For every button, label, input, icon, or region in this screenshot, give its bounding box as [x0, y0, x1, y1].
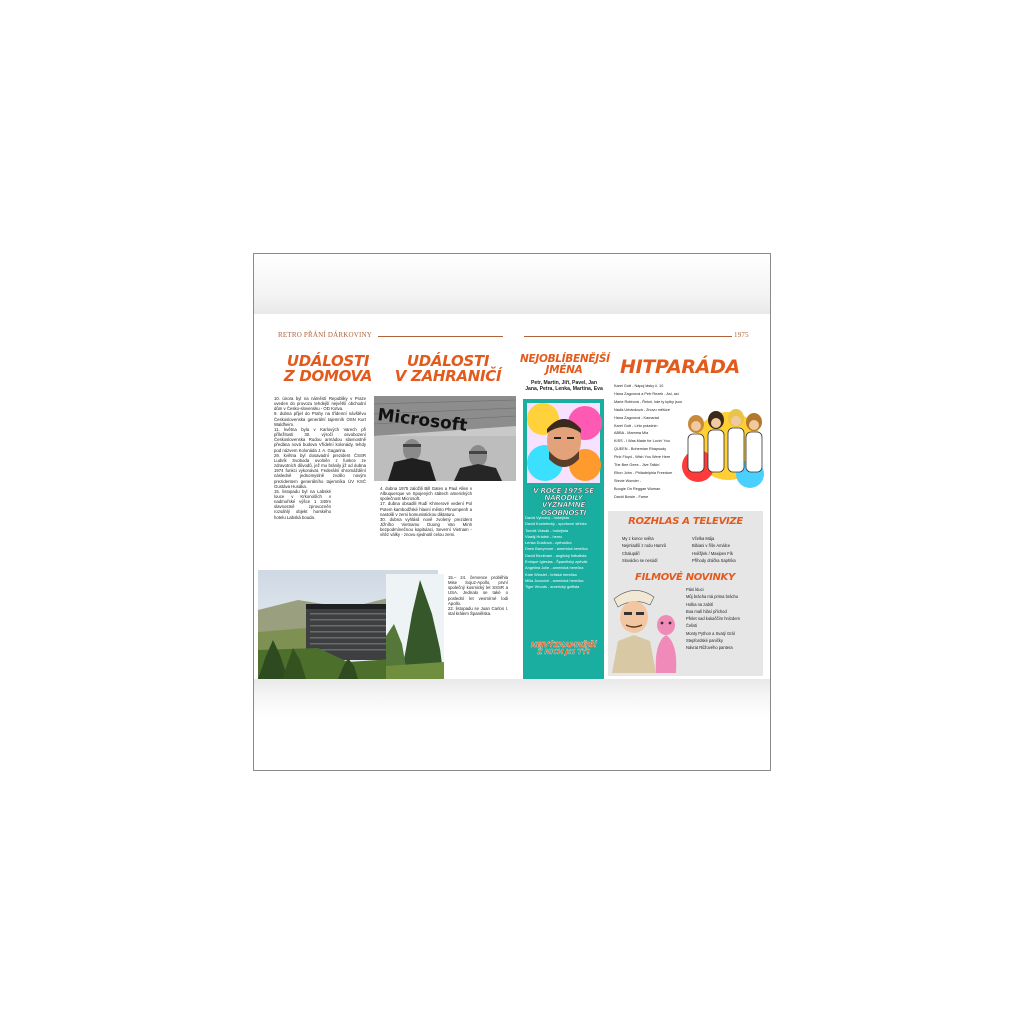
domov-p1: 10. února byl na náměstí Republiky v Praze uveden do provozu tehdejší největší obchodní dům v Česko-slovensku - OD Kotva. — [274, 396, 366, 412]
list-item: David Beckham - anglický fotbalista — [525, 552, 587, 558]
zahranici-p3: 30. dubna vyhlásil nově zvolený prezident Jižního Vietnamu Duong Van Minh bezpodmínečnou kapitulaci, Severní Vietnam - vítěz války - znovu sjednotil celou zemi. — [380, 516, 472, 538]
product-image-frame — [253, 253, 771, 771]
list-item: My z konce světa — [622, 536, 654, 541]
list-item: Páni kluci — [686, 587, 704, 592]
rozhlas-right-list — [692, 535, 736, 564]
zahranici-text-narrow — [448, 575, 508, 616]
filmy-heading: FILMOVÉ NOVINKY — [635, 572, 735, 583]
shadow-bottom — [254, 679, 770, 719]
list-item: Pink Floyd - Wish You Were Here — [614, 455, 671, 460]
list-item: Vlastij Hrádek - herec — [525, 533, 563, 539]
list-item: Stepfordské paničky — [686, 637, 723, 643]
zahranici-heading-line1: UDÁLOSTI — [406, 352, 490, 370]
list-item: Čelisti — [686, 623, 698, 629]
list-item: The Bee Gees - Jive Talkin' — [614, 463, 661, 468]
abba-cartoon — [678, 396, 766, 504]
list-item: David Bowie - Fame — [614, 494, 649, 499]
osobnosti-footer — [523, 641, 604, 655]
shadow-top — [254, 254, 770, 314]
header-left: RETRO PŘÁNÍ DÁRKOVINY — [278, 331, 373, 339]
list-item: KISS - I Was Made for Lovin' You — [614, 439, 670, 444]
domov-p2: 9. dubna přijel do Prahy na třídenní návštěvu Československa generální tajemník OSN Kurt Waldheim. — [274, 411, 366, 427]
hitparada-heading: HITPARÁDA — [620, 356, 740, 378]
list-item: Návrat Růžového pantera — [686, 645, 733, 650]
list-item: David Vyborný - hokejista — [525, 515, 569, 520]
domov-p3: 11. května byla v Karlových Varech při příležitosti 30. výročí osvobození Československa Rudou armádou slavnostně předána nová budova Vřídelní kolonády, tehdy pod názvem Kolonáda J. A. Gagarina. — [274, 426, 366, 453]
zahranici-heading-line2: V ZAHRANIČÍ — [394, 367, 502, 385]
domov-heading-line1: UDÁLOSTI — [286, 352, 370, 370]
list-item: Angelina Jolie - americká herečka — [525, 565, 584, 571]
domov-text — [274, 396, 366, 520]
list-item: Hana Zagorová a Petr Rezek - Asi, asi — [614, 391, 679, 396]
beckham-portrait-art — [523, 399, 604, 487]
tree-illustration — [386, 574, 444, 679]
popular-names: Petr, Martin, Jiří, Pavel, Jan Jana, Petra, Lenka, Martina, Eva — [525, 380, 603, 393]
zahranici-p5: 22. listopadu se Juan Carlos I. stal králem Španělska. — [448, 605, 508, 617]
list-item: Boogie On Reggae Woman — [614, 486, 661, 491]
zahranici-text — [380, 486, 472, 538]
domov-p4: 29. května byl dosavadní prezident ČSSR Ludvík Svoboda uvolněn z funkce ze zdravotních důvodů, jež mu bránily již od dubna 1974 funkci vykonávat. Federální shromáždění následně jednomyslně zvolilo novým prezidentem generálního tajemníka ÚV KSČ Gustáva Husáka. — [274, 452, 366, 489]
zahranici-p4: 15.– 24. července proběhla Mise Sojuz-Apollo, první společný kosmický let SSSR a USA. Jednalo se také o poslední let vesmírné lodi Apollo. — [448, 575, 508, 606]
list-item: Stevie Wonder - — [614, 478, 642, 483]
list-item: ABBA - Mamma Mia — [614, 431, 649, 436]
list-item: Boa malí hlásí příchod — [686, 608, 727, 614]
osobnosti-footer-line2: Z NICH JSI TY! — [537, 647, 590, 657]
jmena-heading-line2: JMÉNA — [545, 363, 583, 376]
list-item: Příhody dráčka Saphíka — [692, 557, 736, 563]
rozhlas-left-list — [622, 535, 666, 564]
osobnosti-heading-line2: NARODILY VÝZNAMNÉ — [541, 493, 586, 510]
list-item: David Kostelecký - sportovní střelec — [525, 521, 587, 527]
list-item: Hana Zagorová - Kamarád — [614, 415, 659, 420]
osobnosti-heading-line1: V ROCE 1975 SE — [533, 486, 594, 495]
jmena-heading — [520, 354, 608, 375]
osobnosti-heading — [523, 487, 604, 516]
list-item: Nejmladší z rodu Hamrů — [622, 543, 667, 549]
list-item: Drew Barrymore - americká herečka — [525, 546, 588, 552]
domov-heading — [278, 354, 378, 384]
microsoft-sign: Microsoft — [376, 405, 469, 436]
list-item: Milla Jovovich - americká herečka — [525, 577, 584, 583]
list-item: Tiger Woods - americký golfista — [525, 584, 580, 590]
header-year: 1975 — [734, 331, 749, 339]
list-item: Marie Rottrová - Řekni, kde ty kytky jsou — [614, 399, 682, 404]
domov-heading-line2: Z DOMOVA — [283, 367, 373, 385]
header-rule-right — [524, 336, 732, 337]
list-item: Slovácko se nesúdí — [622, 557, 658, 563]
osobnosti-list — [525, 515, 602, 591]
list-item: Kate Winslet - britská herečka — [525, 571, 577, 577]
list-item: Karel Gott - Léto prázdnin — [614, 423, 658, 428]
zahranici-p2: 17. dubna obsadili Rudí Khmerové vedení Pol Potem kambodžské hlavní město Phnompenh a nastolili v zemi komunistickou diktaturu. — [380, 501, 472, 517]
gates-allen-illustration — [374, 396, 516, 481]
list-item: Naďa Urbánková - Znovu měšíce — [614, 407, 670, 412]
hitparada-list — [614, 383, 682, 502]
list-item: Tomáš Vlasák - hokejista — [525, 527, 569, 533]
list-item: Včelka Mája — [692, 536, 715, 541]
zahranici-heading — [388, 354, 508, 384]
microsoft-photo — [374, 396, 516, 481]
rozhlas-heading: ROZHLAS A TELEVIZE — [628, 516, 743, 527]
list-item: Můj brácha má prima bráchu — [686, 594, 739, 600]
list-item: Enrique Iglesias - Španělský zpěvák — [525, 559, 588, 565]
list-item: Monty Python a Svatý Grál — [686, 630, 735, 636]
list-item: Karel Gott - Nápoj lásky č. 10 — [614, 384, 664, 388]
list-item: QUEEN - Bohemian Rhapsody — [614, 447, 667, 452]
list-item: Bibiani v říše Amálce — [692, 543, 730, 549]
zahranici-p1: 4. dubna 1975 založili Bill Gates a Paul Allen v Albuquerque ve Spojených státech amerických společnost Microsoft. — [380, 486, 472, 502]
domov-p5: 15. listopadu byl na Labské louce v Krkonoších v nadmořské výšce 1 340m slavnostně zprovozněn rozsáhlý objekt horského hotelu Labská bouda. — [274, 488, 331, 520]
list-item: Elton John - Philadelphia Freedom — [614, 470, 673, 475]
list-item: Holka na zabití — [686, 601, 714, 607]
rozhlas-box — [608, 511, 763, 676]
header-rule-left — [378, 336, 503, 337]
pink-panther-cartoon — [610, 585, 686, 673]
osobnosti-box — [523, 399, 604, 679]
magazine-spread — [258, 316, 766, 679]
filmy-list — [686, 586, 740, 651]
osobnosti-footer-line1: NEJVÝZNAMNĚJŠÍ — [530, 640, 597, 649]
spruce-photo — [386, 574, 444, 679]
list-item: Hvěžjlek / Maxipes Fík — [692, 550, 733, 556]
jmena-heading-line1: NEJOBLÍBENĚJŠÍ — [520, 353, 610, 365]
osobnosti-heading-line3: OSOBNOSTI — [540, 507, 587, 517]
list-item: Lenka Dusilová - zpěvačka — [525, 540, 572, 546]
list-item: Chalupáři — [622, 550, 640, 556]
list-item: Přelet nad kukaččím hnízdem — [686, 616, 740, 621]
